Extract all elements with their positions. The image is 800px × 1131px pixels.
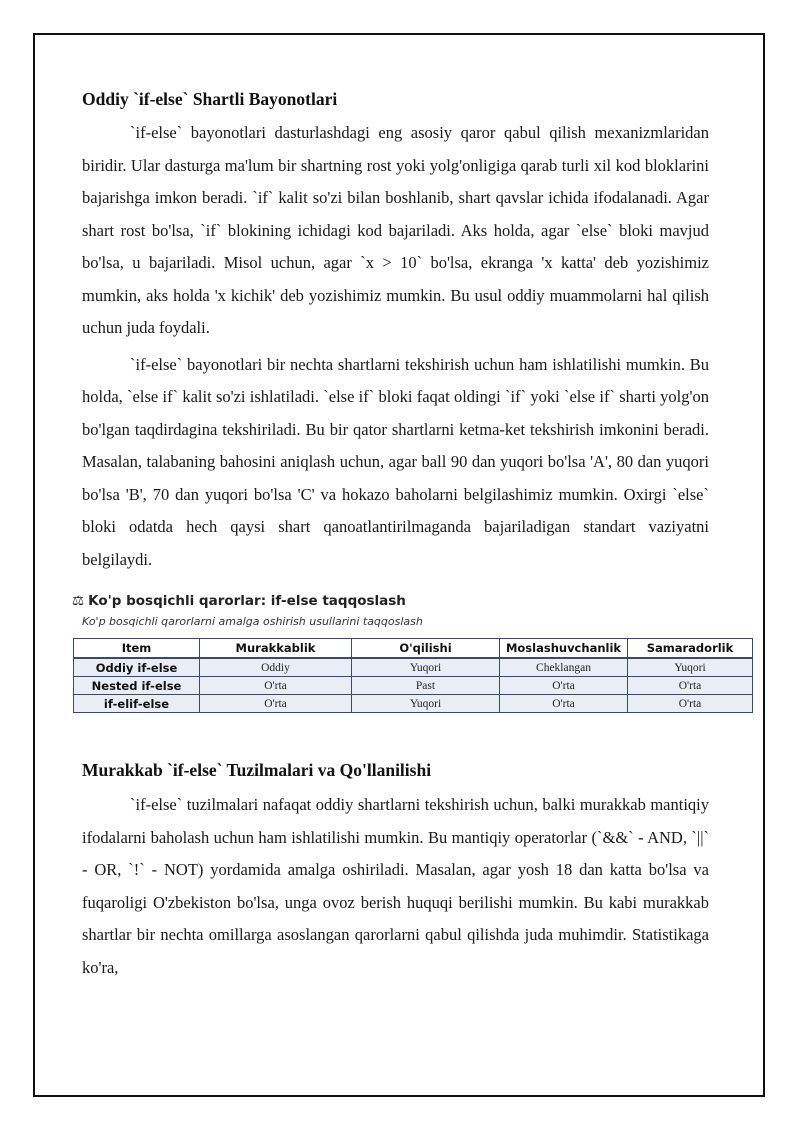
scales-icon: ⚖	[72, 593, 85, 609]
table-header-row	[74, 639, 753, 659]
paragraph: `if-else` tuzilmalari nafaqat oddiy shartlarni tekshirish uchun, balki murakkab mantiqiy ifodalarni baholash uchun ham ishlatilishi mumkin. Bu mantiqiy operatorlar (`&&` - AND, `||` - OR, `!` - NOT) yordamida amalga oshiriladi. Masalan, agar yosh 18 dan katta bo'lsa va fuqaroligi O'zbekiston bo'lsa, unga ovoz berish huquqi berilishi mumkin. Bu kabi murakkab shartlar bir nechta omillarga asoslangan qarorlarni qabul qilishda juda muhimdir. Statistikaga ko'ra,	[82, 795, 709, 977]
table-cell: Cheklangan	[500, 658, 628, 677]
table-header-cell: O'qilishi	[352, 639, 500, 659]
table-title	[72, 590, 709, 612]
table-header-cell: Samaradorlik	[628, 639, 753, 659]
paragraph: `if-else` bayonotlari bir nechta shartlarni tekshirish uchun ham ishlatilishi mumkin. Bu holda, `else if` kalit so'zi ishlatiladi. `else if` bloki faqat oldingi `if` yoki `else if` sharti yolg'on bo'lgan taqdirdagina tekshiriladi. Bu bir qator shartlarni ketma-ket tekshirish imkonini beradi. Masalan, talabaning bahosini aniqlash uchun, agar ball 90 dan yuqori bo'lsa 'A', 80 dan yuqori bo'lsa 'B', 70 dan yuqori bo'lsa 'C' va hokazo baholarni belgilashimiz mumkin. Oxirgi `else` bloki odatda hech qaysi shart qanoatlantirilmaganda bajariladigan standart vaziyatni belgilaydi.	[82, 354, 709, 569]
table-cell: O'rta	[628, 695, 753, 713]
table-cell: O'rta	[200, 695, 352, 713]
table-row-label: if-elif-else	[74, 695, 200, 713]
table-cell: Yuqori	[352, 658, 500, 677]
section-heading: Oddiy `if-else` Shartli Bayonotlari	[82, 89, 338, 109]
table-row-label: Oddiy if-else	[74, 658, 200, 677]
table-header-cell: Item	[74, 639, 200, 659]
table-cell: Oddiy	[200, 658, 352, 677]
table-cell: O'rta	[500, 677, 628, 695]
table-row	[74, 677, 753, 695]
document-body	[72, 88, 734, 984]
table-row	[74, 695, 753, 713]
table-cell: Yuqori	[628, 658, 753, 677]
table-row	[74, 658, 753, 677]
table-cell: O'rta	[628, 677, 753, 695]
table-row-label: Nested if-else	[74, 677, 200, 695]
table-title-text: Ko'p bosqichli qarorlar: if-else taqqoslash	[88, 593, 406, 609]
paragraph: `if-else` bayonotlari dasturlashdagi eng asosiy qaror qabul qilish mexanizmlaridan biridir. Ular dasturga ma'lum bir shartning rost yoki yolg'onligiga qarab turli xil kod bloklarini bajarishga imkon beradi. `if` kalit so'zi bilan boshlanib, shart qavslar ichida ifodalanadi. Agar shart rost bo'lsa, `if` blokining ichidagi kod bajariladi. Aks holda, agar `else` bloki mavjud bo'lsa, u bajariladi. Misol uchun, agar `x > 10` bo'lsa, ekranga 'x katta' deb yozishimiz mumkin, aks holda 'x kichik' deb yozishimiz mumkin. Bu usul oddiy muammolarni hal qilish uchun juda foydali.	[82, 123, 709, 337]
table-header-cell: Moslashuvchanlik	[500, 639, 628, 659]
table-cell: O'rta	[500, 695, 628, 713]
table-cell: Yuqori	[352, 695, 500, 713]
table-cell: O'rta	[200, 677, 352, 695]
comparison-table	[73, 638, 753, 713]
section-heading: Murakkab `if-else` Tuzilmalari va Qo'llanilishi	[82, 760, 432, 780]
table-subtitle: Ko'p bosqichli qarorlarni amalga oshirish usullarini taqqoslash	[82, 615, 423, 628]
table-header-cell: Murakkablik	[200, 639, 352, 659]
table-cell: Past	[352, 677, 500, 695]
